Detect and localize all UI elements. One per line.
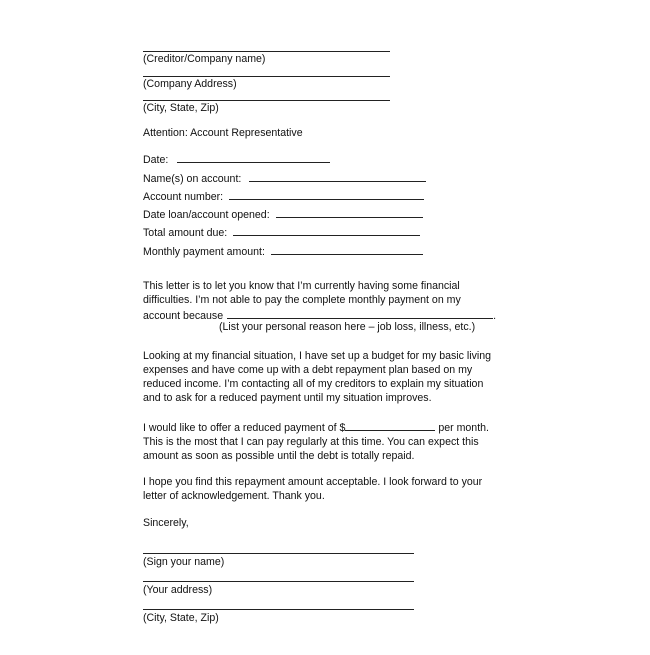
creditor-name-line[interactable] <box>143 51 390 52</box>
creditor-city-label: (City, State, Zip) <box>143 102 219 114</box>
paragraph-closing-remarks <box>143 475 513 503</box>
your-address-line[interactable] <box>143 581 414 582</box>
payment-suffix: per month. <box>435 422 489 434</box>
total-due-field <box>143 224 420 239</box>
paragraph-reduced-payment <box>143 419 513 463</box>
monthly-payment-input-line[interactable] <box>271 243 423 255</box>
paragraph-line-payment <box>143 419 513 435</box>
paragraph-line: This is the most that I can pay regularly at this time. You can expect this <box>143 436 479 448</box>
monthly-payment-field <box>143 243 423 258</box>
paragraph-line: amount as soon as possible until the debt is totally repaid. <box>143 450 415 462</box>
date-input-line[interactable] <box>177 151 330 163</box>
paragraph-line: expenses and have come up with a debt repayment plan based on my <box>143 364 473 376</box>
sign-name-label: (Sign your name) <box>143 556 225 568</box>
reason-prefix: account because <box>143 310 224 322</box>
total-due-input-line[interactable] <box>233 224 420 236</box>
your-city-line[interactable] <box>143 609 414 610</box>
account-number-field <box>143 188 424 203</box>
reason-hint: (List your personal reason here – job loss, illness, etc.) <box>219 321 476 333</box>
payment-prefix: I would like to offer a reduced payment of $ <box>143 422 346 434</box>
your-city-label: (City, State, Zip) <box>143 612 219 624</box>
paragraph-budget-plan <box>143 349 513 405</box>
reason-input-line[interactable] <box>227 307 493 319</box>
paragraph-line: difficulties. I’m not able to pay the complete monthly payment on my <box>143 294 461 306</box>
account-number-label: Account number: <box>143 191 224 203</box>
date-opened-field <box>143 206 423 221</box>
paragraph-line: This letter is to let you know that I’m currently having some financial <box>143 280 460 292</box>
sincerely: Sincerely, <box>143 517 189 529</box>
total-due-label: Total amount due: <box>143 227 228 239</box>
company-address-line[interactable] <box>143 76 390 77</box>
company-address-label: (Company Address) <box>143 78 237 90</box>
reduced-payment-input-line[interactable] <box>345 419 435 431</box>
monthly-payment-label: Monthly payment amount: <box>143 246 265 258</box>
reason-suffix: . <box>493 310 497 322</box>
attention-line: Attention: Account Representative <box>143 127 303 139</box>
date-field <box>143 151 330 166</box>
names-on-account-field <box>143 170 426 185</box>
paragraph-line: I hope you find this repayment amount acceptable. I look forward to your <box>143 476 483 488</box>
names-on-account-input-line[interactable] <box>249 170 426 182</box>
date-opened-input-line[interactable] <box>276 206 423 218</box>
creditor-city-line[interactable] <box>143 100 390 101</box>
your-address-label: (Your address) <box>143 584 213 596</box>
signature-line[interactable] <box>143 553 414 554</box>
paragraph-financial-difficulties <box>143 279 513 323</box>
paragraph-line: letter of acknowledgement. Thank you. <box>143 490 325 502</box>
paragraph-line: Looking at my financial situation, I have set up a budget for my basic living <box>143 350 492 362</box>
date-label: Date: <box>143 154 169 166</box>
paragraph-line: reduced income. I’m contacting all of my creditors to explain my situation <box>143 378 484 390</box>
paragraph-line: and to ask for a reduced payment until my situation improves. <box>143 392 432 404</box>
date-opened-label: Date loan/account opened: <box>143 209 270 221</box>
names-on-account-label: Name(s) on account: <box>143 173 242 185</box>
account-number-input-line[interactable] <box>229 188 424 200</box>
creditor-name-label: (Creditor/Company name) <box>143 53 266 65</box>
